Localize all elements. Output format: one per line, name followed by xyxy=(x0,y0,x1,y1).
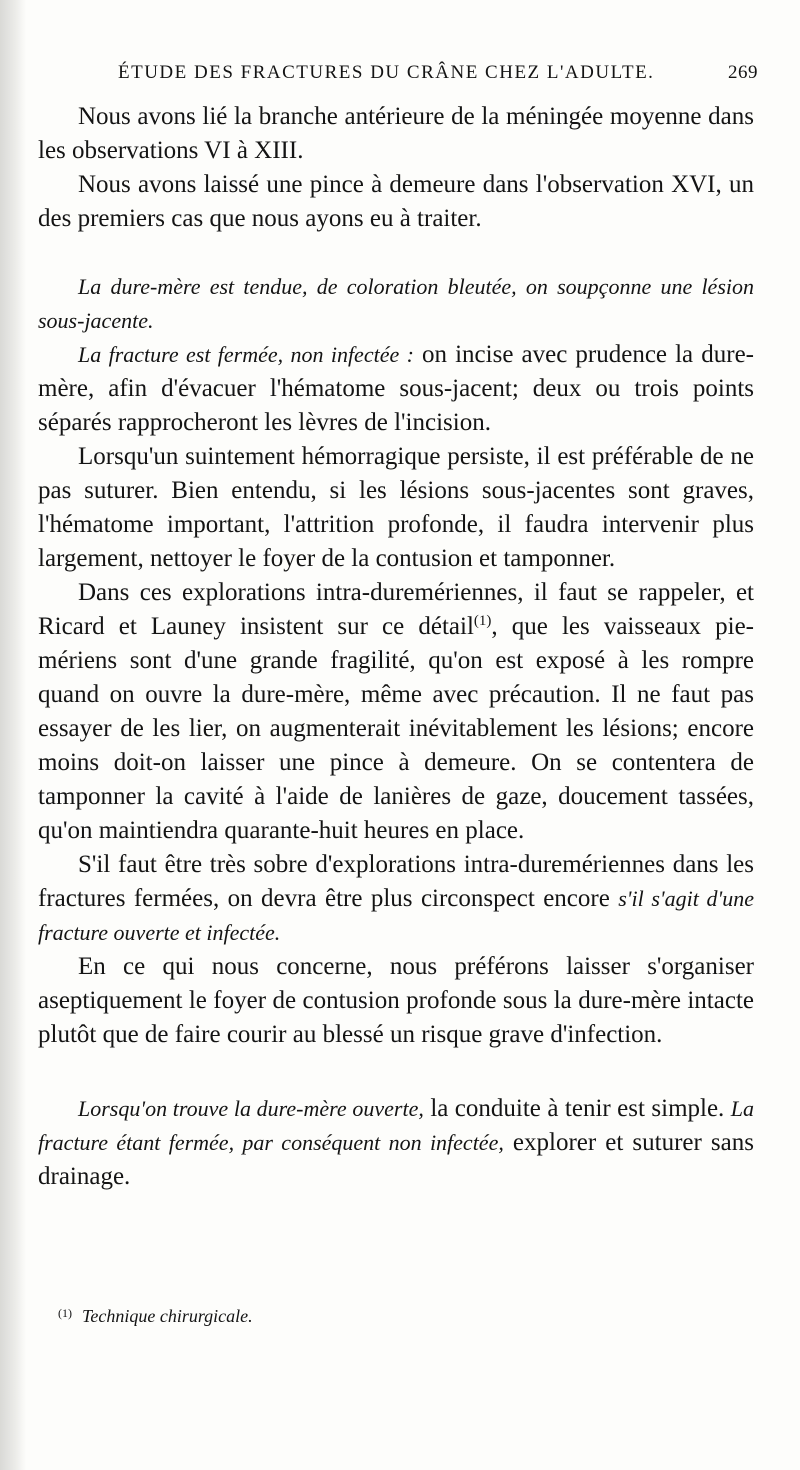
paragraph: En ce qui nous concerne, nous préférons laisser s'organiser aseptiquement le foyer de contusion profonde sous la dure-mère intacte plutôt que de faire courir au blessé un risque grave d'infection. xyxy=(38,953,754,1048)
footnote-text: Technique chirurgicale. xyxy=(82,1306,253,1326)
paragraph: Nous avons laissé une pince à demeure dans l'observation XVI, un des premiers cas que nous ayons eu à traiter. xyxy=(38,171,754,232)
italic-text: s'il s'agit d'une fracture ouverte et infectée. xyxy=(38,886,754,945)
italic-text: La dure-mère est tendue, de coloration bleutée, on soupçonne une lésion sous-jacente. xyxy=(38,274,754,333)
paragraph-text: la conduite à tenir est simple. xyxy=(423,1095,731,1122)
body-text xyxy=(38,100,754,1194)
italic-text: Lorsqu'on trouve la dure-mère ouverte, xyxy=(78,1096,424,1121)
paragraph-text: explorer et suturer sans drainage. xyxy=(38,1129,754,1190)
paragraph xyxy=(38,338,754,440)
paragraph xyxy=(38,1092,754,1194)
italic-text: La fracture est fermée, non infectée : xyxy=(78,342,414,367)
paragraph: Nous avons lié la branche antérieure de la méningée moyenne dans les observations VI à XIII. xyxy=(38,103,754,164)
footnote xyxy=(58,1306,658,1327)
page-number: 269 xyxy=(728,62,758,83)
paragraph xyxy=(38,270,754,338)
paragraph: Lorsqu'un suintement hémorragique persiste, il est préférable de ne pas suturer. Bien entendu, si les lésions sous-jacentes sont graves, l'hématome important, l'attrition profonde, il faudra intervenir plus largement, nettoyer le foyer de la contusion et tamponner. xyxy=(38,443,754,572)
italic-text: La fracture étant fermée, par conséquent non infectée, xyxy=(38,1096,755,1155)
paragraph xyxy=(38,848,754,950)
scan-shadow xyxy=(0,0,26,1470)
paragraph xyxy=(38,576,754,848)
paragraph-text: , que les vaisseaux pie-mériens sont d'une grande fragilité, qu'on est exposé à les rompre quand on ouvre la dure-mère, même avec précaution. Il ne faut pas essayer de les lier, on augmenterait inévitablement les lésions; encore moins doit-on laisser une pince à demeure. On se contentera de tamponner la cavité à l'aide de lanières de gaze, doucement tassées, qu'on maintiendra quarante-huit heures en place. xyxy=(38,613,754,844)
footnote-mark: (1) xyxy=(58,1306,72,1320)
paragraph-text: S'il faut être très sobre d'explorations intra-duremériennes dans les fractures fermées, on devra être plus circonspect encore xyxy=(38,851,754,912)
running-title: ÉTUDE DES FRACTURES DU CRÂNE CHEZ L'ADULTE. xyxy=(118,62,655,83)
running-header xyxy=(118,62,758,84)
footnote-reference: (1) xyxy=(473,613,492,629)
paragraph-text: on incise avec prudence la dure-mère, afin d'évacuer l'hématome sous-jacent; deux ou trois points séparés rapprocheront les lèvres de l'incision. xyxy=(38,341,754,436)
paragraph-text: Dans ces explorations intra-duremériennes, il faut se rappeler, et Ricard et Launey insistent sur ce détail xyxy=(38,579,754,640)
